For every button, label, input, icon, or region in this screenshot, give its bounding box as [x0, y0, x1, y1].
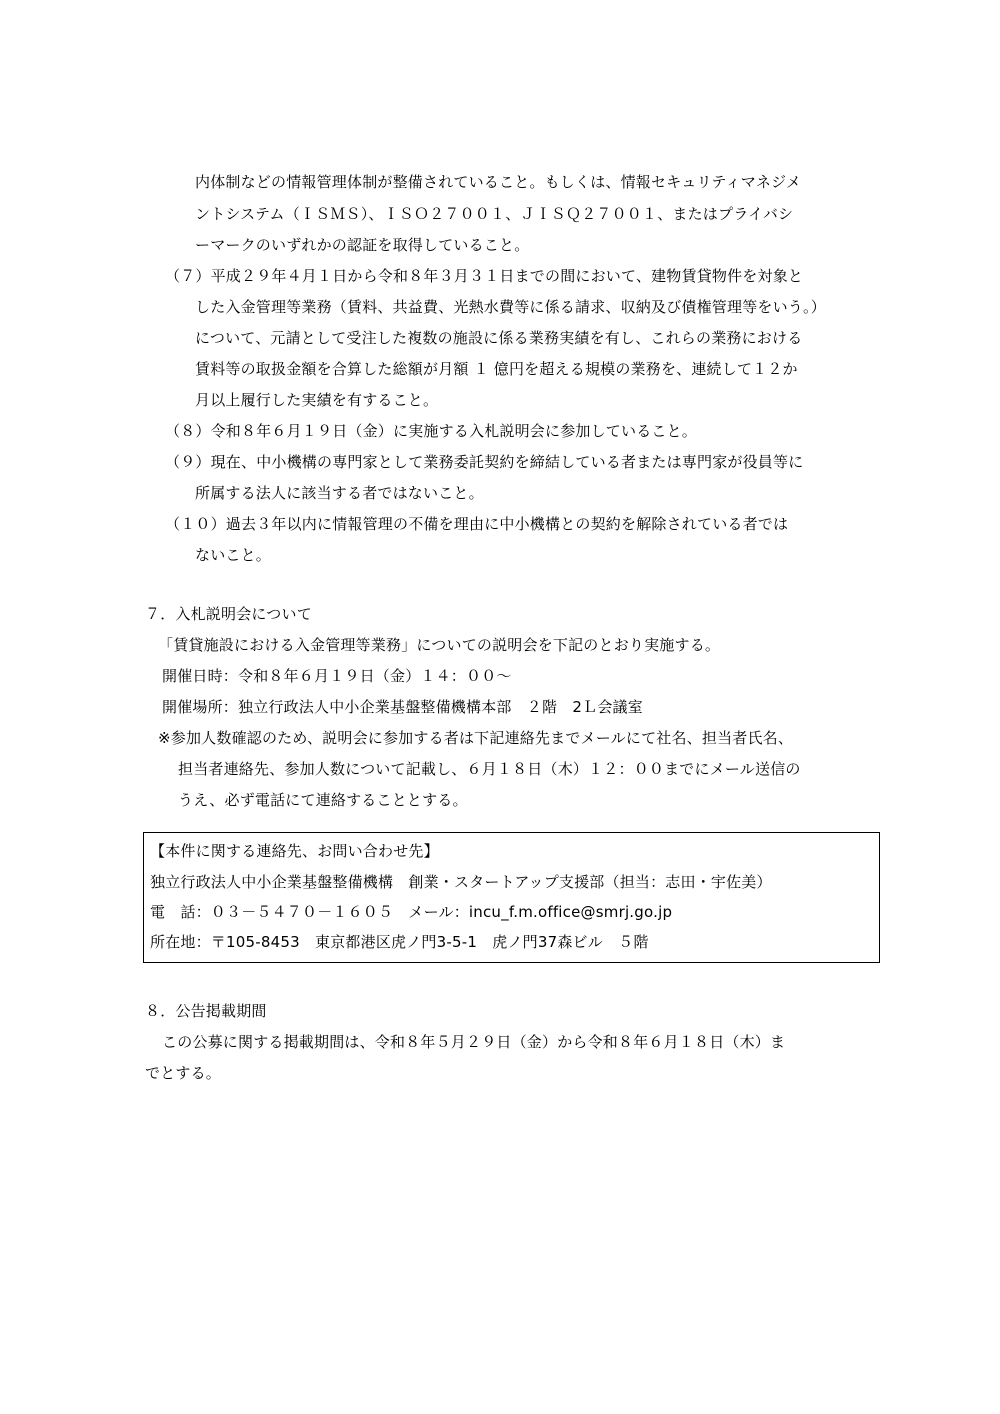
- contact-address: 所在地：〒105-8453 東京都港区虎ノ門3-5-1 虎ノ門37森ビル ５階: [150, 933, 649, 951]
- item10-line-1: （１０）過去３年以内に情報管理の不備を理由に中小機構との契約を解除されている者では: [165, 515, 789, 533]
- contact-title: 【本件に関する連絡先、お問い合わせ先】: [150, 842, 439, 860]
- item6-line-2: ントシステム（ＩＳＭＳ）、ＩＳＯ２７００１、ＪＩＳＱ２７００１、またはプライバシ: [195, 205, 794, 223]
- item9-line-2: 所属する法人に該当する者ではないこと。: [195, 484, 484, 502]
- section7-datetime: 開催日時：令和８年６月１９日（金）１４：００～: [162, 667, 512, 685]
- contact-phone-email: 電 話：０３－５４７０－１６０５ メール：incu_f.m.office@smrj.go.jp: [150, 903, 673, 921]
- item7-line-4: 賃料等の取扱金額を合算した総額が月額 １ 億円を超える規模の業務を、連続して１２か: [195, 360, 798, 378]
- section8-body-line-1: この公募に関する掲載期間は、令和８年５月２９日（金）から令和８年６月１８日（木）ま: [162, 1033, 786, 1051]
- item7-line-5: 月以上履行した実績を有すること。: [195, 391, 439, 409]
- item10-line-2: ないこと。: [195, 546, 272, 564]
- section7-place: 開催場所：独立行政法人中小企業基盤整備機構本部 ２階 2Ｌ会議室: [162, 698, 643, 716]
- section8-heading: ８．公告掲載期間: [145, 1002, 267, 1020]
- item7-line-3: について、元請として受注した複数の施設に係る業務実績を有し、これらの業務における: [195, 329, 803, 347]
- section7-note-line-1: ※参加人数確認のため、説明会に参加する者は下記連絡先までメールにて社名、担当者氏名、: [158, 729, 794, 747]
- section8-body-line-2: でとする。: [145, 1064, 222, 1082]
- section7-heading: ７．入札説明会について: [145, 605, 312, 623]
- item7-line-2: した入金管理等業務（賃料、共益費、光熱水費等に係る請求、収納及び債権管理等をいう。）: [195, 298, 826, 316]
- section7-note-line-2: 担当者連絡先、参加人数について記載し、６月１８日（木）１２：００までにメール送信の: [178, 760, 801, 778]
- section7-intro: 「賃貸施設における入金管理等業務」についての説明会を下記のとおり実施する。: [158, 636, 721, 654]
- item8-line-1: （８）令和８年６月１９日（金）に実施する入札説明会に参加していること。: [165, 422, 698, 440]
- section7-note-line-3: うえ、必ず電話にて連絡することとする。: [178, 791, 468, 809]
- contact-org: 独立行政法人中小企業基盤整備機構 創業・スタートアップ支援部（担当：志田・宇佐美）: [150, 873, 772, 891]
- item6-line-1: 内体制などの情報管理体制が整備されていること。もしくは、情報セキュリティマネジメ: [195, 173, 802, 191]
- item6-line-3: ーマークのいずれかの認証を取得していること。: [195, 236, 530, 254]
- item9-line-1: （９）現在、中小機構の専門家として業務委託契約を締結している者または専門家が役員等に: [165, 453, 804, 471]
- item7-line-1: （７）平成２９年４月１日から令和８年３月３１日までの間において、建物賃貸物件を対象と: [165, 267, 804, 285]
